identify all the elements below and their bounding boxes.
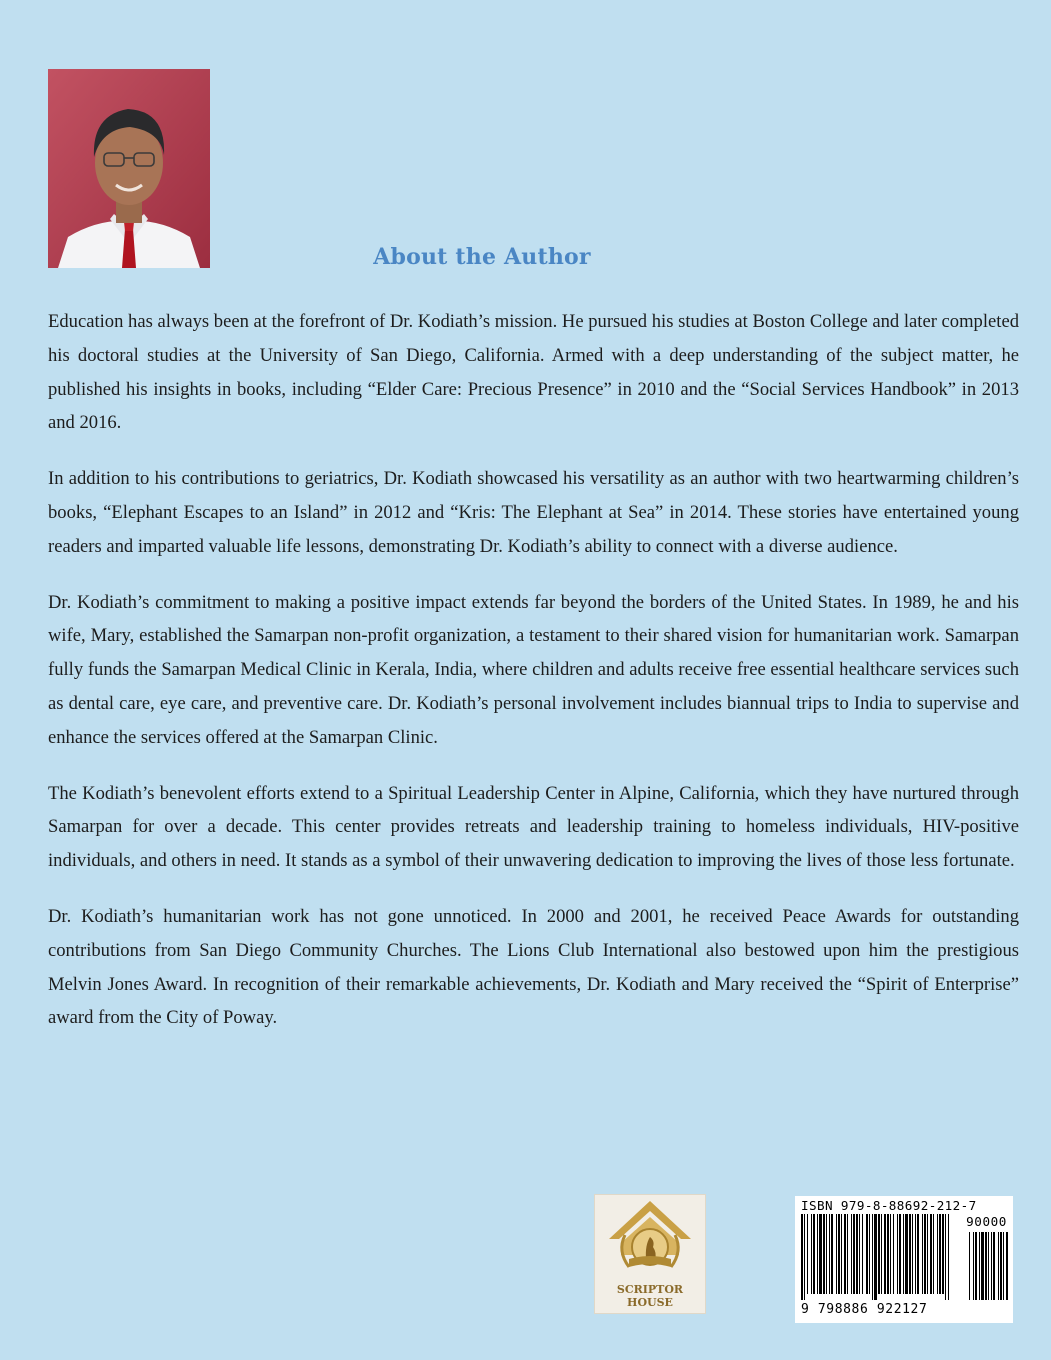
barcode-bar [872,1214,873,1300]
barcode-bar [897,1214,898,1294]
bio-paragraph: Dr. Kodiath’s commitment to making a positive impact extends far beyond the borders of the United States. In 1989, he and his wife, Mary, established the Samarpan non-profit organization, a testament to their shared vision for humanitarian work. Samarpan fully funds the Samarpan Medical Clinic in Kerala, India, where children and adults receive free essential healthcare services such as dental care, eye care, and preventive care. Dr. Kodiath’s personal involvement includes biannual trips to India to supervise and enhance the services offered at the Samarpan Clinic. [48,591,1019,748]
barcode-bar [807,1214,808,1294]
barcode-bar [851,1214,852,1294]
barcode-bar [1003,1232,1004,1300]
barcode-digits: 9 798886 922127 [801,1302,928,1317]
barcode-bar [804,1214,805,1300]
barcode-bar [1000,1232,1002,1300]
barcode-bar [826,1214,827,1294]
barcode-bar [927,1214,928,1294]
barcode-bar [979,1232,980,1300]
barcode-bar [942,1214,944,1294]
barcode-bar [993,1232,995,1300]
barcode-bar [988,1232,989,1300]
barcode-bar [869,1214,870,1294]
barcode-bar [881,1214,882,1294]
barcode-bar [981,1232,984,1300]
barcode-bar [922,1214,923,1294]
barcode-bar [905,1214,908,1294]
barcode-bar [930,1214,932,1294]
barcode-bar [813,1214,815,1294]
barcode-bar [998,1232,999,1300]
barcode-bar [847,1214,848,1294]
barcode-bar [811,1214,812,1294]
barcode-bar [844,1214,846,1294]
barcode-bar [948,1214,949,1300]
barcode-bar [893,1214,894,1294]
barcode-bar [899,1214,901,1294]
barcode-bar [819,1214,822,1294]
barcode-bar [939,1214,941,1294]
author-bio [48,305,1019,1057]
bio-paragraph: In addition to his contributions to geriatrics, Dr. Kodiath showcased his versatility as an author with two heartwarming children’s books, “Elephant Escapes to an Island” in 2012 and “Kris: The Elephant at Sea” in 2014. These stories have entertained young readers and imparted valuable life lessons, demonstrating Dr. Kodiath’s ability to connect with a diverse audience. [48,468,1019,557]
house-icon [595,1195,705,1291]
barcode-bar [903,1214,904,1294]
barcode-bar [841,1214,842,1294]
author-photo [48,69,210,268]
barcode-bar [909,1214,911,1294]
barcode-bar [937,1214,938,1294]
barcode-bar [991,1232,992,1300]
barcode-bar [823,1214,825,1294]
barcode-bar [831,1214,833,1294]
barcode-bar [1006,1232,1008,1300]
section-title: About the Author [373,244,591,270]
price-code: 90000 [966,1214,1007,1229]
barcode-bar [933,1214,934,1294]
publisher-logo [594,1194,706,1314]
barcode-bar [887,1214,889,1294]
barcode-bar [817,1214,818,1294]
barcode-bar [874,1214,877,1300]
bio-paragraph: Education has always been at the forefront of Dr. Kodiath’s mission. He pursued his studies at Boston College and later completed his doctoral studies at the University of San Diego, California. Armed with a deep understanding of the subject matter, he published his insights in books, including “Elder Care: Precious Presence” in 2010 and the “Social Services Handbook” in 2013 and 2016. [48,311,1019,434]
isbn-label: ISBN 979-8-88692-212-7 [801,1198,977,1213]
barcode-bar [829,1214,830,1294]
barcode-bar [912,1214,913,1294]
barcode-bar [878,1214,880,1294]
barcode-bar [838,1214,840,1294]
barcode-bar [862,1214,863,1294]
barcode-bar [853,1214,855,1294]
publisher-logo-text: SCRIPTOR HOUSE [616,1283,684,1309]
isbn-barcode [795,1196,1013,1323]
barcode-bar [973,1232,974,1300]
barcode-bar [985,1232,987,1300]
barcode-bar [856,1214,858,1294]
barcode-bar [917,1214,919,1294]
barcode-bar [801,1214,803,1300]
barcode-bar [859,1214,860,1294]
bio-paragraph: Dr. Kodiath’s humanitarian work has not gone unnoticed. In 2000 and 2001, he received Peace Awards for outstanding contributions from San Diego Community Churches. The Lions Club International also bestowed upon him the prestigious Melvin Jones Award. In recognition of their remarkable achievements, Dr. Kodiath and Mary received the “Spirit of Enterprise” award from the City of Poway. [48,905,1019,1029]
barcode-bar [915,1214,916,1294]
barcode-bar [975,1232,977,1300]
bio-paragraph: The Kodiath’s benevolent efforts extend to a Spiritual Leadership Center in Alpine, California, which they have nurtured through Samarpan for over a decade. This center provides retreats and leadership training to homeless individuals, HIV-positive individuals, and others in need. It stands as a symbol of their unwavering dedication to improving the lives of those less fortunate. [48,782,1019,872]
barcode-bar [884,1214,886,1294]
barcode-bar [890,1214,891,1294]
barcode-bar [924,1214,926,1294]
barcode-bar [866,1214,868,1294]
barcode-bar [836,1214,837,1294]
barcode-bar [945,1214,946,1300]
barcode-bar [969,1232,970,1300]
